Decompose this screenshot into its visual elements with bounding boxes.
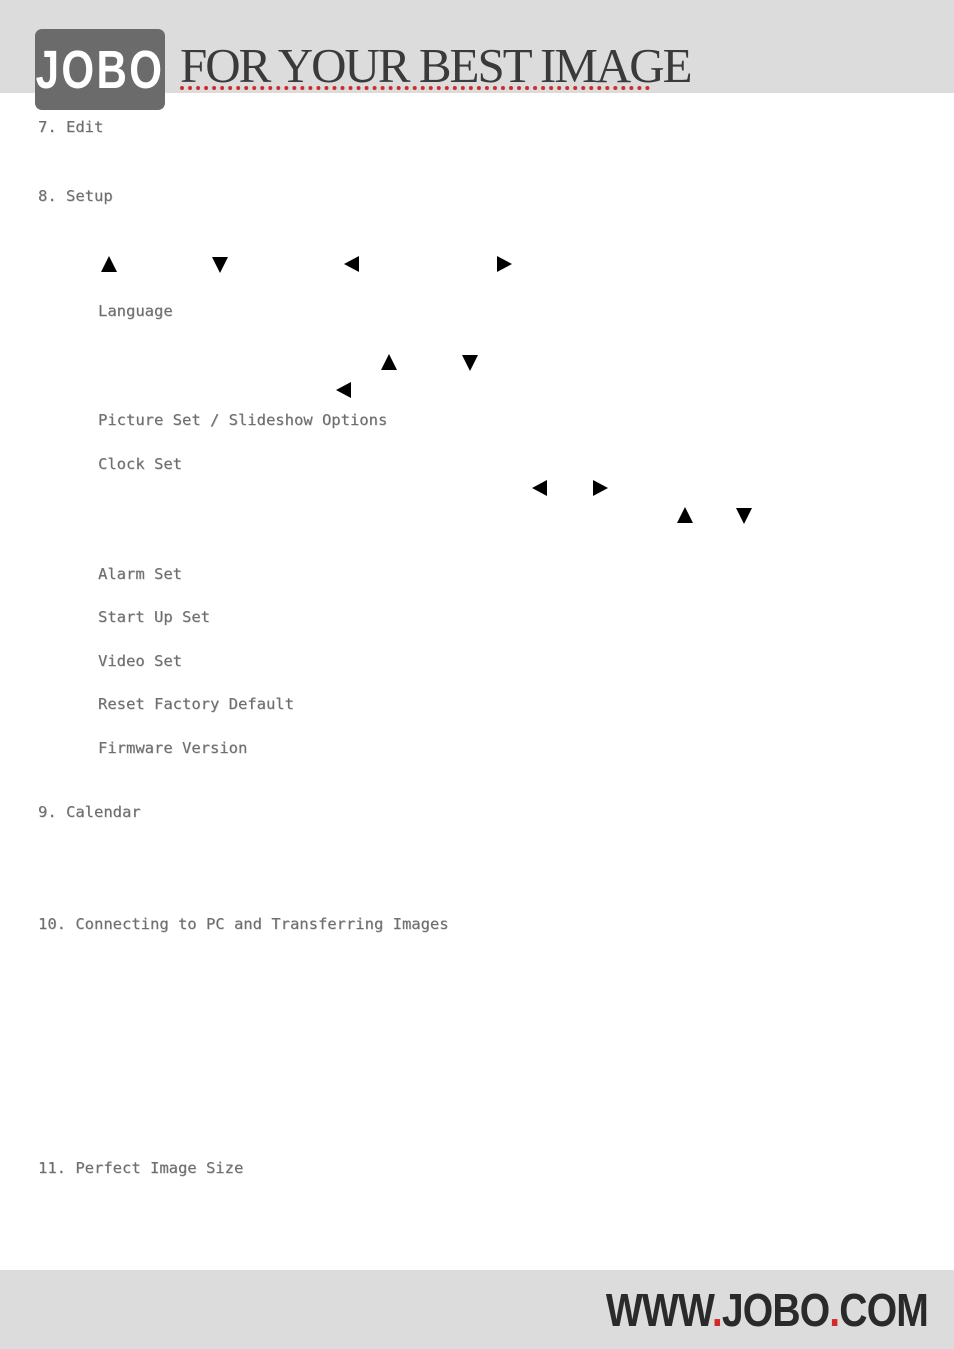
left-arrow-icon: [344, 256, 359, 272]
left-arrow-icon: [336, 382, 351, 398]
setup-item-alarm-set: Alarm Set: [98, 565, 182, 583]
section-heading-edit: 7. Edit: [38, 118, 104, 136]
right-arrow-icon: [497, 256, 512, 272]
section-heading-calendar: 9. Calendar: [38, 803, 141, 821]
section-heading-perfect-image-size: 11. Perfect Image Size: [38, 1159, 244, 1177]
section-heading-setup: 8. Setup: [38, 187, 113, 205]
jobo-logo: [35, 29, 165, 110]
url-dot-1: .: [711, 1284, 722, 1336]
section-heading-connecting: 10. Connecting to PC and Transferring Images: [38, 915, 449, 933]
setup-item-reset-factory-default: Reset Factory Default: [98, 695, 294, 713]
left-arrow-icon: [532, 480, 547, 496]
up-arrow-icon: [381, 354, 397, 370]
tagline-dotted-underline: [180, 86, 650, 90]
down-arrow-icon: [736, 508, 752, 524]
setup-item-firmware-version: Firmware Version: [98, 739, 248, 757]
url-part-com: COM: [839, 1284, 928, 1336]
up-arrow-icon: [677, 507, 693, 523]
url-part-www: WWW: [605, 1284, 712, 1336]
setup-item-start-up-set: Start Up Set: [98, 608, 210, 626]
setup-item-picture-set: Picture Set / Slideshow Options: [98, 411, 388, 429]
right-arrow-icon: [593, 480, 608, 496]
tagline: FOR YOUR BEST IMAGE: [180, 38, 691, 93]
down-arrow-icon: [462, 355, 478, 371]
website-url[interactable]: [606, 1283, 928, 1337]
logo-text: JOBO: [35, 39, 165, 100]
setup-item-video-set: Video Set: [98, 652, 182, 670]
up-arrow-icon: [101, 256, 117, 272]
setup-item-clock-set: Clock Set: [98, 455, 182, 473]
down-arrow-icon: [212, 257, 228, 273]
url-part-jobo: JOBO: [721, 1284, 830, 1336]
url-dot-2: .: [829, 1284, 840, 1336]
setup-item-language: Language: [98, 302, 173, 320]
